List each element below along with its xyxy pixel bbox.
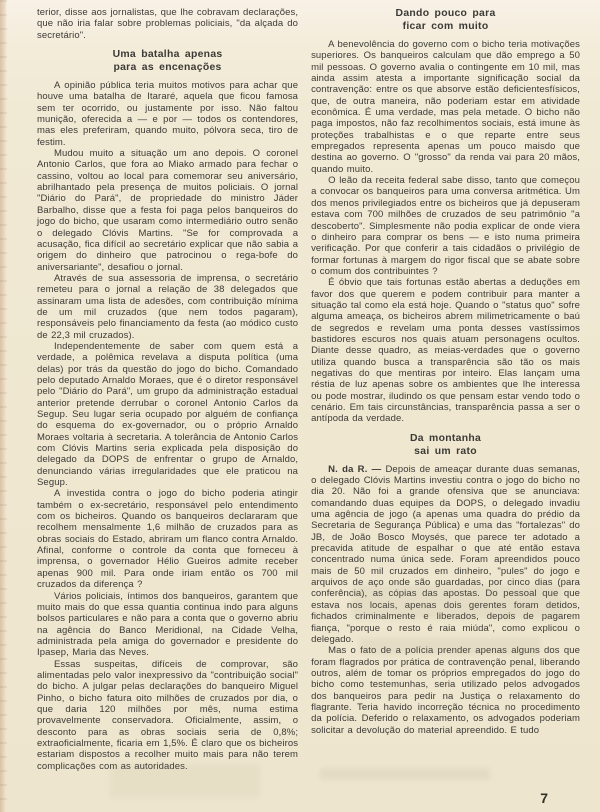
body-paragraph: Vários policiais, íntimos dos banqueiros, garantem que muito mais do que essa quantia continua indo para alguns bolsos particulares e não para a conta que o governo abriu na agência do Banco Meridional, na Cidade Velha, administrada pela amiga do governador e presidente do Ipasep, Maria das Neves. [37, 590, 299, 659]
body-paragraph: Através de sua assessoria de imprensa, o secretário remeteu para o jornal a relação de 38 delegados que assinaram uma lista de adesões, com contribuição mínima de um mil cruzados (que nem todos pagaram), responsáveis pelo financiamento da festa (ao módico custo de 22,3 mil cruzados). [37, 272, 299, 341]
section-heading: Dando pouco para ficar com muito [395, 8, 496, 32]
show-through-mark [320, 768, 490, 780]
body-paragraph: O leão da receita federal sabe disso, tanto que começou a convocar os banqueiros para uma conversa aritmética. Um dos menos privilegiados entre os bicheiros que já depuseram estava com 700 milhões de cruzados de seu patrimônio "a descoberto". Simplesmente não podia explicar de onde viera o dinheiro para comprar os bens — e isto numa primeira verificação. Por que conferir a tais cidadãos o privilégio de formar fortunas à margem do rigor fiscal que se abate sobre o comum dos contribuintes ? [311, 175, 581, 277]
show-through-mark [110, 764, 260, 798]
right-column [311, 7, 580, 786]
body-paragraph: É óbvio que tais fortunas estão abertas a deduções em favor dos que querem e podem contribuir para manter a situação tal como ela está hoje. Quando o "status quo" sofre alguma ameaça, os bicheiros abrem milimetricamente o baú de segredos e revelam uma ponta desses vastíssimos bastidores escuros nos quais atuam personagens ocultos. Diante desse quadro, as meias-verdades que o governo utiliza quando busca a transparência são tão os mais negativas do que mentiras por inteiro. Elas lançam uma réstia de luz apenas sobre os ambientes que lhe interessa ou pode mostrar, iludindo os que pensam estar vendo todo o cenário. Em tais circunstâncias, transparência passa a ser o antípoda da verdade. [311, 277, 580, 425]
paragraph-lead: N. da R. — [328, 463, 386, 475]
body-paragraph: A benevolência do governo com o bicho teria motivações superiores. Os banqueiros calculam que dão emprego a 50 mil pessoas. O governo avalia o contingente em 10 mil, mas ainda assim atesta a importante significação social da contravenção: entre os que absorve estão deficientesfísicos, que, de outra maneira, não poderiam estar em atividade econômica. É uma verdade, mas pela metade. O bicho não paga impostos, não faz recolhimentos sociais, está imune às proteções trabalhistas e o que reparte entre seus empregados representa apenas um pouco maisdo que destina ao governo. O "grosso" da renda vai para 20 mãos, quando muito. [311, 39, 580, 175]
body-paragraph: A investida contra o jogo do bicho poderia atingir também o ex-secretário, responsável pelo entendimento com os bicheiros. Quando os banqueiros declararam que recolhem mensalmente 1,6 milhão de cruzados para as obras sociais do Estado, abriram um flanco contra Arnaldo. Afinal, conforme o controle da conta que forneceu à imprensa, o governador Hélio Gueiros admite receber apenas 900 mil. Para onde iriam então os 700 mil cruzados da diferença ? [37, 488, 299, 591]
body-paragraph: Independentemente de saber com quem está a verdade, a polêmica revelava a disputa política (uma delas) por trás da questão do jogo do bicho. Comandado pelo deputado Arnaldo Moraes, que é o diretor responsável pelo "Diário do Pará", um grupo da administração estadual anterior pretende derrubar o coronel Antonio Carlos da Segup. Seu lugar seria ocupado por alguém de confiança do esquema do ex-governador, ou o próprio Arnaldo Moraes voltaria à secretaria. A tolerância de Antonio Carlos com Clóvis Martins seria explicada pela disposição do delegado da DOPS de enfrentar o grupo de Arnaldo, denunciando várias irregularidades que ele praticou na Segup. [37, 340, 299, 489]
body-paragraph: Mudou muito a situação um ano depois. O coronel Antonio Carlos, que fora ao Miako armado para fechar o cassino, voltou ao local para comemorar seu aniversário, abrilhantado pela presença de muitos policiais. O jornal "Diário do Pará", de propriedade do ministro Jáder Barbalho, disse que a festa foi paga pelos banqueiros do jogo do bicho, que usaram como intermediário outro senão o delegado Clóvis Martins. "Se for comprovada a acusação, fica difícil ao secretário explicar que não sabia a origem do dinheiro que patrocinou o rega-bofe do aniversariante", desafiou o jornal. [37, 148, 299, 273]
body-paragraph: Essas suspeitas, difíceis de comprovar, são alimentadas pelo valor inexpressivo da "contribuição social" do bicho. A julgar pelas declarações do banqueiro Miguel Pinho, o bicho fatura oito milhões de cruzados por dia, o que daria 120 milhões por mês, numa estima provavelmente conservadora. Oficialmente, assim, o desconto para as obras sociais seria de 0,8%; extraoficialmente, ficaria em 1,5%. É claro que os bicheiros estariam dispostos a recolher muito mais para não terem complicações com as autoridades. [37, 658, 299, 772]
section-heading: Uma batalha apenas para as encenações [112, 49, 223, 74]
show-through-mark [360, 638, 540, 654]
left-column [37, 7, 298, 786]
article-body [37, 7, 580, 786]
page-number: 7 [540, 790, 548, 806]
body-paragraph: A opinião pública teria muitos motivos para achar que houve uma batalha de Itararé, aquela que ficou famosa sem ter ocorrido, ou justamente por isso. Não faltou munição, oferecida a — e por — todos os contendores, mas eles preferiram, quando muito, pólvora seca, tiro de festim. [37, 80, 299, 148]
body-paragraph: N. da R. — Depois de ameaçar durante duas semanas, o delegado Clóvis Martins investiu contra o jogo do bicho no dia 20. Não foi a grande ofensiva que se anunciava: comandando duas equipes da DOPS, o delegado invadiu uma agência de jogo (a apenas uma quadra do prédio da Secretaria de Segurança Pública) e uma das "fortalezas" do JB, de João Bosco Moysés, que parece ter adotado a precavida atitude de espalhar o que até então estava concentrado numa única sede. Foram apreendidos pouco mais de 50 mil cruzados em dinheiro, "pules" do jogo e arquivos de aço onde são guardadas, por cinco dias (para conferência), as cópias das apostas. Do pessoal que que estava nos locais, apenas dois gerentes foram detidos, fichados criminalmente e liberados, depois de pagarem fiança, "porque o resto é raia miúda", como explicou o delegado. [311, 463, 580, 645]
section-heading: Da montanha sai um rato [409, 432, 482, 457]
scan-edge-strip [0, 0, 7, 812]
body-paragraph: Mas o fato de a polícia prender apenas alguns dos que foram flagrados por prática de contravenção penal, liberando outros, além de tomar os próprios empregados do jogo do bicho como testemunhas, seria utilizado pelos advogados dos banqueiros para pedir na Justiça o relaxamento do flagrante. Teria havido incorreção técnica no procedimento da polícia. Deferido o relaxamento, os advogados poderiam solicitar a devolução do material apreendido. E tudo [311, 645, 580, 736]
show-through-mark [352, 585, 562, 619]
body-paragraph: terior, disse aos jornalistas, que lhe cobravam declarações, que não iria falar sobre problemas policiais, "da alçada do secretário". [37, 7, 299, 41]
